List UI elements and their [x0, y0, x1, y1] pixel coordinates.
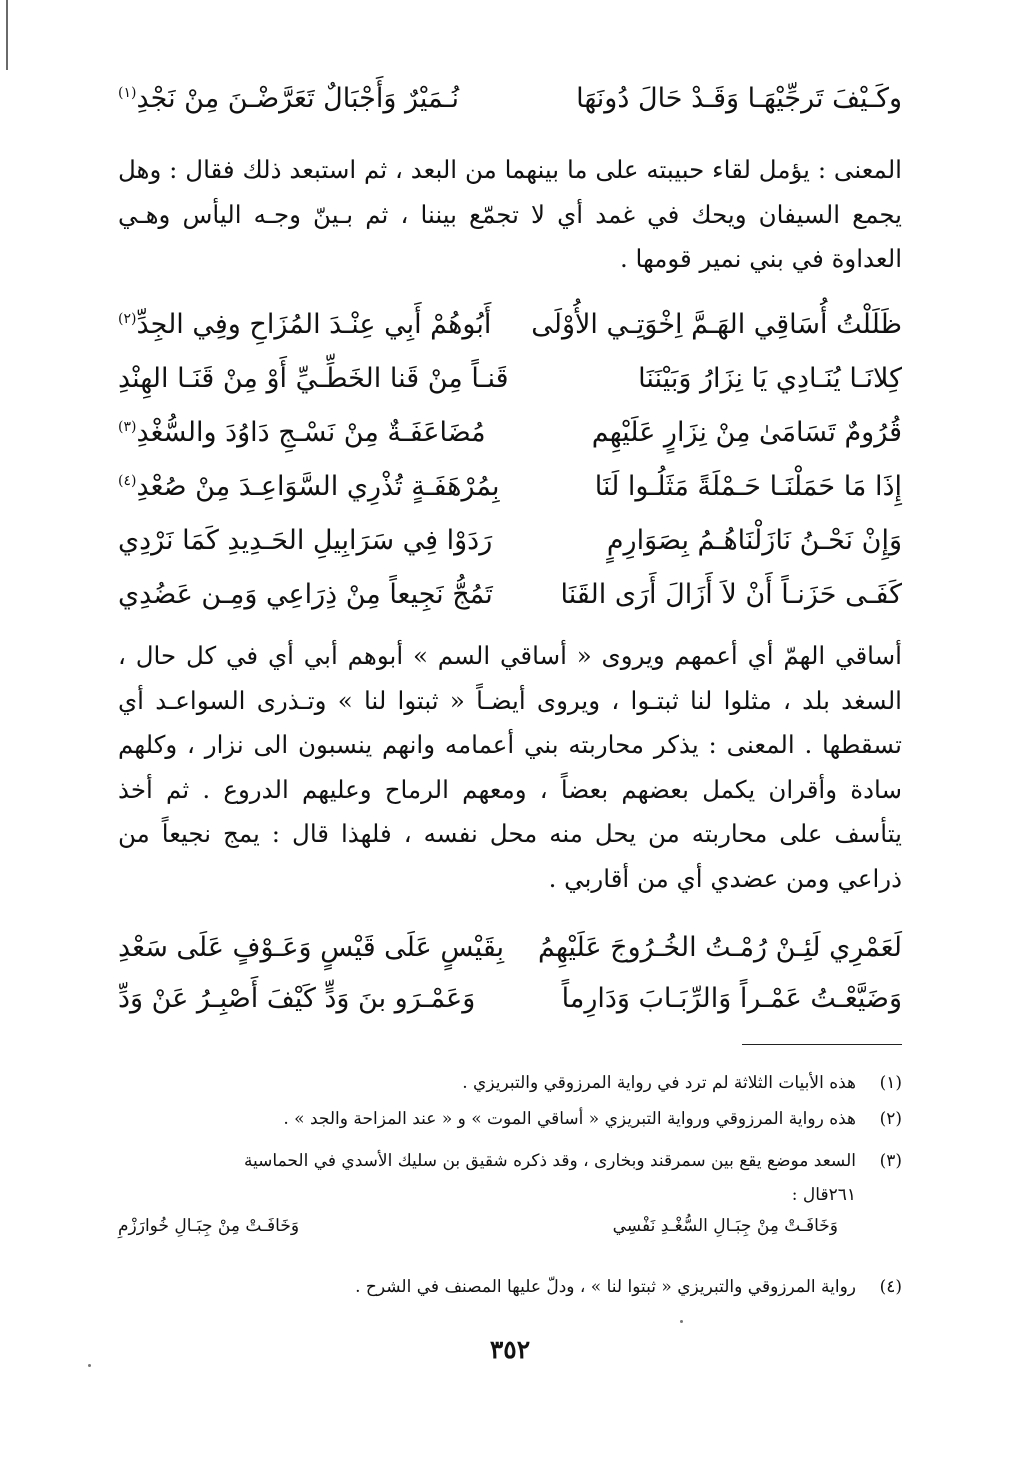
verse-second-half: وَعَمْـرَو بنَ وَدٍّ كَيْفَ أَصْبِـرُ عَنْ وَدِّ	[118, 982, 476, 1014]
verse-second-half: رَدَوْا فِي سَرَابِيلِ الحَـدِيدِ كَمَا نَرْدِي	[118, 524, 493, 556]
verse-second-half: نُـمَيْرٌ وَأَجْبَالٌ تَعَرَّضْـنَ مِنْ نَجْدِ$^{(١)}$	[118, 82, 460, 114]
verse-line	[118, 976, 902, 1020]
verse-line	[118, 925, 902, 969]
verse-second-half: قَنـاً مِنْ قَنا الخَطِّـيِّ أَوْ مِنْ قَنَـا الهِنْدِ	[118, 362, 509, 394]
footnote-separator	[742, 1044, 902, 1045]
footnote-number: (٤)	[879, 1277, 902, 1297]
verse-line	[118, 410, 902, 454]
footnote	[118, 1104, 902, 1134]
verse-first-half: وكَـيْفَ تَرجِّيْهَـا وَقَـدْ حَالَ دُونَهَا	[576, 82, 902, 114]
page-number: ٣٥٢	[489, 1335, 531, 1364]
footnote-verse	[118, 1216, 838, 1246]
verse-line	[118, 464, 902, 508]
footnote-text: هذه الأبيات الثلاثة لم ترد في رواية المرزوقي والتبريزي .	[462, 1073, 856, 1093]
verse-line	[118, 518, 902, 562]
footnote-number: (١)	[879, 1073, 902, 1093]
verse-second-half: أَبُوهُمْ أَبِي عِنْـدَ المُزَاحِ وفِي الجِدِّ$^{(٢)}$	[118, 308, 492, 340]
footnote-mark: (١)	[118, 84, 137, 101]
verse-second-half: وَخَافَـتْ مِنْ جِبَـالِ خُوارَزْمِ	[118, 1216, 300, 1236]
commentary-paragraph-1: المعنى : يؤمل لقاء حبيبته على ما بينهما من البعد ، ثم استبعد ذلك فقال : وهل يجمع السيفان ويحك في غمد أي لا تجمّع بيننا ، ثم بـينّ وجـه اليأس وهـي العداوة في بني نمير قومها .	[118, 155, 902, 273]
footnote-mark: (٢)	[118, 310, 137, 327]
footnote	[118, 1272, 902, 1302]
verse-first-half: قُرُومٌ تَسَامَىٰ مِنْ نِزَارٍ عَلَيْهِم	[591, 416, 902, 448]
verse-first-half: لَعَمْرِي لَئِـنْ رُمْـتُ الخُـرُوجَ عَلَيْهِمُ	[537, 931, 902, 963]
verse-line	[118, 572, 902, 616]
scan-speck	[680, 1320, 683, 1323]
footnote-text: هذه رواية المرزوقي ورواية التبريزي « أساقي الموت » و « عند المزاحة والجد » .	[283, 1109, 856, 1129]
verse-second-half: بِقَيْسٍ عَلَى قَيْسٍ وَعَـوْفٍ عَلَى سَعْدِ	[118, 931, 505, 963]
commentary-paragraph-2: أساقي الهمّ أي أعمهم ويروى « أساقي السم » أبوهم أبي أي في كل حال ، السغد بلد ، مثلوا لنا ثبتـوا ، ويروى أيضـاً « ثبتوا لنا » وتـذرى السواعـد أي تسقطها . المعنى : يذكر محاربته بني أعمامه وانهم ينسبون الى نزار ، وكلهم سادة وأقران يكمل بعضهم بعضاً ، ومعهم الرماح وعليهم الدروع . ثم أخذ يتأسف على محاربته من يحل منه محل نفسه ، فلهذا قال : يمج نجيعاً من ذراعي ومن عضدي أي من أقاربي .	[118, 641, 902, 893]
verse-line	[118, 356, 902, 400]
footnote-continuation	[118, 1180, 902, 1210]
verse-first-half: كَفَـى حَزَنـاً أَنْ لاَ أَزَالَ أَرَى القَنَا	[560, 578, 902, 610]
footnote-mark: (٤)	[118, 472, 137, 489]
scan-speck	[88, 1364, 91, 1367]
verse-first-half: وَإِنْ نَحْـنُ نَازَلْنَاهُـمُ بِصَوَارِمٍ	[606, 524, 902, 556]
verse-first-half: إِذَا مَا حَمَلْنَـا حَـمْلَةً مَثَلُـوا لَنَا	[594, 470, 902, 502]
top-verse	[118, 76, 902, 120]
footnote-text: رواية المرزوقي والتبريزي « ثبتوا لنا » ، ودلّ عليها المصنف في الشرح .	[355, 1277, 856, 1297]
footnote-number: (٢)	[879, 1109, 902, 1129]
footnote	[118, 1068, 902, 1098]
verse-first-half: كِلانَـا يُنَـادِي يَا نِزَارُ وَبَيْنَنَا	[638, 362, 902, 394]
footnote-mark: (٣)	[118, 418, 137, 435]
footnote-text: ٢٦١قال :	[791, 1185, 856, 1205]
verse-first-half: ظَلَلْتُ أُسَاقِي الهَـمَّ اِخْوَتِـي الأُوْلَى	[531, 308, 902, 340]
verse-first-half: وَضَيَّعْـتُ عَمْـراً وَالرِّبَـابَ وَدَارِماً	[561, 982, 902, 1014]
verse-second-half: بِمُرْهَفَـةٍ تُذْرِي السَّوَاعِـدَ مِنْ صُعْدِ$^{(٤)}$	[118, 470, 500, 502]
footnote-text: السعد موضع يقع بين سمرقند وبخارى ، وقد ذكره شقيق بن سليك الأسدي في الحماسية	[243, 1151, 856, 1171]
verse-second-half: مُضَاعَفَـةٌ مِنْ نَسْـجِ دَاوُدَ والسُّغْدِ$^{(٣)}$	[118, 416, 486, 448]
scan-edge	[6, 0, 8, 70]
footnote-number: (٣)	[879, 1151, 902, 1171]
verse-line	[118, 302, 902, 346]
verse-first-half: وَخَافَـتْ مِنْ جِبَـالِ السُّغْـدِ نَفْسِي	[612, 1216, 838, 1236]
verse-second-half: تَمُجُّ نَجِيعاً مِنْ ذِرَاعِي وَمِـن عَضُدِي	[118, 578, 493, 610]
footnote	[118, 1146, 902, 1176]
